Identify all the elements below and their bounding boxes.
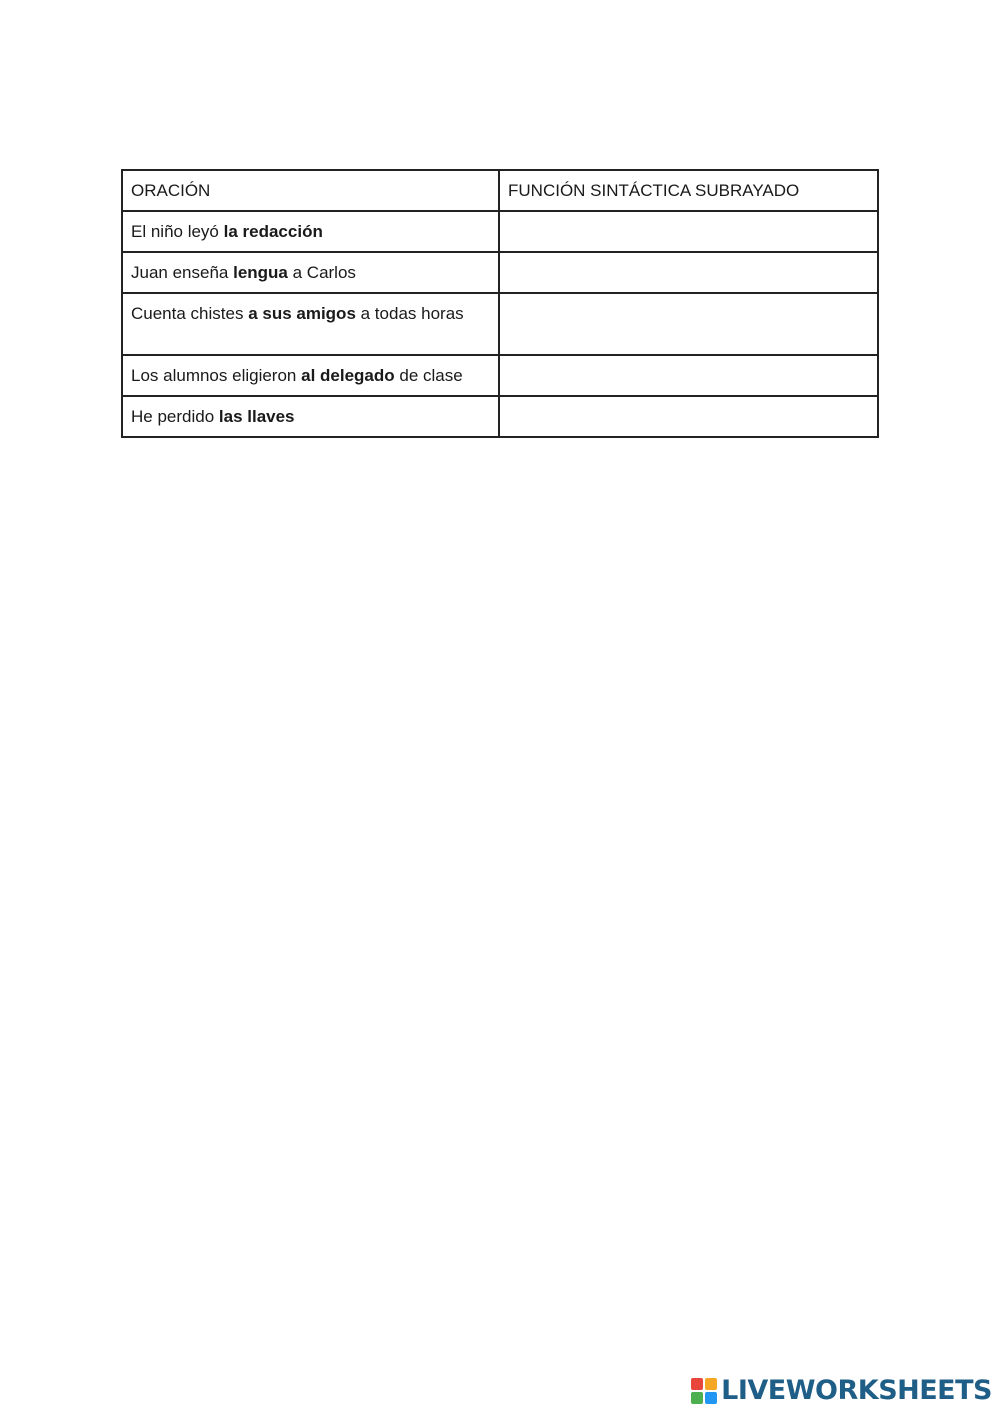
sentence-cell [122,293,499,355]
header-oracion: ORACIÓN [122,170,499,211]
sentence-cell [122,396,499,437]
sentence-text: El niño leyó [131,222,224,241]
header-funcion-sintactica: FUNCIÓN SINTÁCTICA SUBRAYADO [499,170,878,211]
sentence-cell [122,211,499,252]
sentence-text: de clase [394,366,463,385]
table-row [122,355,878,396]
sentence-text: Juan enseña [131,263,234,282]
sentence-text: He perdido [131,407,219,426]
liveworksheets-logo-icon [691,1378,717,1404]
underlined-fragment: la redacción [223,222,323,241]
logo-tile [705,1392,717,1404]
table-row [122,211,878,252]
brand-name: LIVEWORKSHEETS [721,1375,992,1406]
sentence-cell [122,355,499,396]
underlined-fragment: las llaves [218,407,295,426]
answer-field[interactable] [499,211,878,252]
liveworksheets-logo [691,1373,992,1409]
underlined-fragment: a sus amigos [248,304,356,323]
sentence-text: Cuenta chistes [131,304,249,323]
table-header-row [122,170,878,211]
exercise-table [121,169,879,438]
logo-tile [705,1378,717,1390]
underlined-fragment: al delegado [301,366,395,385]
logo-tile [691,1392,703,1404]
table-row [122,396,878,437]
sentence-text: Los alumnos eligieron [131,366,302,385]
answer-field[interactable] [499,396,878,437]
sentence-text: a Carlos [287,263,356,282]
table-row [122,293,878,355]
answer-field[interactable] [499,355,878,396]
underlined-fragment: lengua [233,263,288,282]
logo-tile [691,1378,703,1390]
answer-field[interactable] [499,252,878,293]
sentence-cell [122,252,499,293]
table-row [122,252,878,293]
answer-field[interactable] [499,293,878,355]
sentence-text: a todas horas [355,304,464,323]
